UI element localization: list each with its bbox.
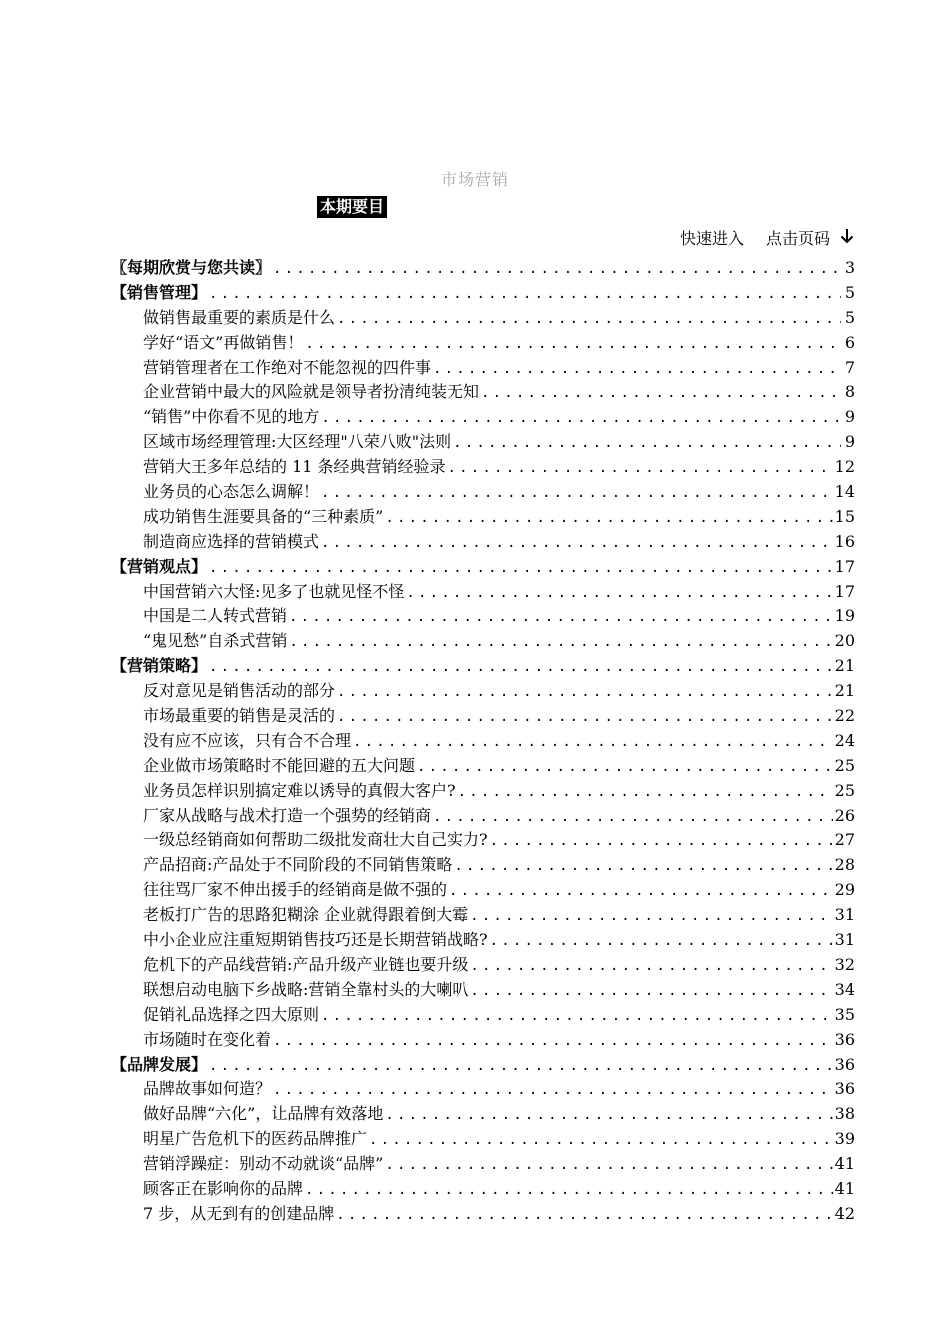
toc-entry-title[interactable]: 老板打广告的思路犯糊涂 企业就得跟着倒大霉 [143, 905, 469, 925]
toc-entry-row[interactable] [111, 1003, 855, 1028]
toc-entry-row[interactable] [111, 1152, 855, 1177]
toc-dot-leader [448, 456, 833, 481]
toc-dot-leader [470, 979, 832, 1004]
toc-section-row[interactable] [111, 256, 855, 281]
toc-dot-leader [433, 805, 833, 830]
toc-dot-leader [337, 705, 833, 730]
toc-section-row[interactable] [111, 654, 855, 679]
click-page-label: 点击页码 [765, 229, 830, 248]
toc-entry-row[interactable] [111, 1028, 855, 1053]
toc-page-number[interactable]: 39 [834, 1129, 855, 1149]
toc-dot-leader [449, 879, 833, 904]
toc-entry-title[interactable]: 一级总经销商如何帮助二级批发商壮大自己实力? [143, 830, 488, 850]
toc-entry-title[interactable]: 联想启动电脑下乡战略:营销全靠村头的大喇叭 [143, 979, 469, 999]
toc-entry-row[interactable] [111, 629, 855, 654]
quick-nav-label: 快速进入 [679, 229, 744, 248]
toc-entry-row[interactable] [111, 704, 855, 729]
toc-entry-row[interactable] [111, 1202, 855, 1227]
toc-page-number[interactable]: 27 [834, 830, 855, 850]
toc-dot-leader [321, 481, 833, 506]
toc-entry-title[interactable]: 厂家从战略与战术打造一个强势的经销商 [143, 805, 432, 825]
toc-dot-leader [273, 1029, 833, 1054]
toc-page-number[interactable]: 22 [834, 706, 855, 726]
toc-page-number[interactable]: 34 [834, 979, 855, 999]
toc-entry-title[interactable]: 中国营销六大怪:见多了也就见怪不怪 [143, 581, 405, 601]
toc-entry-title[interactable]: 没有应不应该，只有合不合理 [143, 730, 352, 750]
toc-dot-leader [209, 655, 833, 680]
toc-dot-leader [385, 506, 832, 531]
toc-entry-row[interactable] [111, 331, 855, 356]
toc-entry-title[interactable]: 顾客正在影响你的品牌 [143, 1178, 304, 1198]
toc-dot-leader [353, 730, 833, 755]
toc-dot-leader [321, 406, 841, 431]
toc-entry-row[interactable] [111, 804, 855, 829]
toc-page-number[interactable]: 36 [834, 1029, 855, 1049]
issue-contents-heading: 本期要目 [317, 196, 387, 218]
toc-dot-leader [417, 755, 833, 780]
toc-page-number[interactable]: 21 [834, 681, 855, 701]
toc-page-number[interactable]: 26 [834, 805, 855, 825]
arrow-down-icon [840, 228, 854, 250]
toc-page-number[interactable]: 41 [834, 1178, 855, 1198]
toc-entry-row[interactable] [111, 405, 855, 430]
toc-dot-leader [490, 929, 833, 954]
toc-entry-row[interactable] [111, 729, 855, 754]
toc-page-number[interactable]: 31 [834, 905, 855, 925]
toc-dot-leader [490, 829, 833, 854]
toc-page-number[interactable]: 17 [834, 556, 855, 576]
toc-page-number[interactable]: 14 [834, 482, 855, 502]
toc-entry-title[interactable]: 中国是二人转式营销 [143, 606, 288, 626]
toc-dot-leader [458, 780, 833, 805]
toc-entry-title[interactable]: 市场最重要的销售是灵活的 [143, 706, 336, 726]
toc-entry-title[interactable]: 做好品牌“六化”，让品牌有效落地 [143, 1104, 384, 1124]
toc-entry-row[interactable] [111, 978, 855, 1003]
toc-page-number[interactable]: 8 [844, 382, 855, 402]
toc-page-number[interactable]: 28 [834, 855, 855, 875]
toc-entry-title[interactable]: 中小企业应注重短期销售技巧还是长期营销战略? [143, 930, 488, 950]
toc-page-number[interactable]: 25 [834, 780, 855, 800]
toc-dot-leader [385, 1153, 832, 1178]
toc-page-number[interactable]: 36 [834, 1054, 855, 1074]
toc-entry-title[interactable]: 【营销观点】 [111, 556, 208, 576]
toc-entry-title[interactable]: 〖每期欣赏与您共读〗 [111, 258, 272, 277]
toc-entry-title[interactable]: 反对意见是销售活动的部分 [143, 681, 336, 701]
toc-entry-row[interactable] [111, 878, 855, 903]
toc-entry-row[interactable] [111, 306, 855, 331]
toc-entry-title[interactable]: 促销礼品选择之四大原则 [143, 1004, 320, 1024]
toc-page-number[interactable]: 38 [834, 1104, 855, 1124]
toc-page-number[interactable]: 16 [834, 531, 855, 551]
toc-page-number[interactable]: 15 [834, 506, 855, 526]
toc-entry-row[interactable] [111, 604, 855, 629]
toc-section-row[interactable] [111, 555, 855, 580]
toc-dot-leader [209, 1054, 833, 1079]
toc-entry-row[interactable] [111, 928, 855, 953]
toc-entry-title[interactable]: 市场随时在变化着 [143, 1029, 272, 1049]
toc-entry-row[interactable] [111, 679, 855, 704]
toc-entry-title[interactable]: 业务员的心态怎么调解！ [143, 482, 320, 502]
table-of-contents [111, 256, 855, 1227]
toc-page-number[interactable]: 12 [834, 457, 855, 477]
toc-entry-row[interactable] [111, 1077, 855, 1102]
toc-dot-leader [273, 1078, 833, 1103]
toc-page-number[interactable]: 36 [834, 1079, 855, 1099]
toc-page-number[interactable]: 35 [834, 1004, 855, 1024]
toc-entry-title[interactable]: 企业营销中最大的风险就是领导者扮清纯装无知 [143, 382, 480, 402]
toc-entry-row[interactable] [111, 380, 855, 405]
toc-entry-title[interactable]: 做销售最重要的素质是什么 [143, 307, 336, 327]
toc-entry-row[interactable] [111, 455, 855, 480]
toc-entry-title[interactable]: 品牌故事如何造？ [143, 1079, 272, 1099]
toc-entry-row[interactable] [111, 903, 855, 928]
toc-page-number[interactable]: 5 [844, 282, 855, 302]
toc-entry-title[interactable]: “鬼见愁”自杀式营销 [143, 631, 288, 651]
toc-dot-leader [321, 531, 833, 556]
toc-page-number[interactable]: 42 [834, 1203, 855, 1223]
toc-page-number[interactable]: 6 [844, 332, 855, 352]
toc-entry-title[interactable]: “销售”中你看不见的地方 [143, 407, 320, 427]
toc-entry-row[interactable] [111, 754, 855, 779]
toc-dot-leader [209, 282, 841, 307]
toc-entry-row[interactable] [111, 580, 855, 605]
toc-entry-row[interactable] [111, 430, 855, 455]
toc-entry-title[interactable]: 往往骂厂家不伸出援手的经销商是做不强的 [143, 880, 448, 900]
toc-entry-title[interactable]: 【品牌发展】 [111, 1054, 208, 1074]
toc-entry-title[interactable]: 危机下的产品线营销:产品升级产业链也要升级 [143, 954, 469, 974]
toc-dot-leader [337, 680, 833, 705]
toc-entry-title[interactable]: 业务员怎样识别搞定难以诱导的真假大客户? [143, 780, 456, 800]
toc-dot-leader [321, 1004, 833, 1029]
toc-entry-title[interactable]: 区域市场经理管理:大区经理"八荣八败"法则 [143, 432, 452, 452]
toc-entry-row[interactable] [111, 1177, 855, 1202]
toc-dot-leader [406, 581, 832, 606]
page-header-title: 市场营销 [440, 170, 509, 189]
toc-page-number[interactable]: 7 [844, 357, 855, 377]
toc-dot-leader [337, 307, 841, 332]
toc-page-number[interactable]: 21 [834, 656, 855, 676]
toc-entry-row[interactable] [111, 1102, 855, 1127]
toc-page-number[interactable]: 32 [834, 954, 855, 974]
toc-entry-title[interactable]: 营销大王多年总结的 11 条经典营销经验录 [143, 457, 446, 477]
toc-entry-title[interactable]: 成功销售生涯要具备的“三种素质” [143, 506, 384, 526]
toc-entry-row[interactable] [111, 530, 855, 555]
toc-page-number[interactable]: 17 [834, 581, 855, 601]
toc-dot-leader [369, 1128, 833, 1153]
toc-dot-leader [289, 605, 833, 630]
toc-entry-title[interactable]: 【销售管理】 [111, 282, 208, 302]
toc-page-number[interactable]: 24 [834, 730, 855, 750]
toc-page-number[interactable]: 20 [834, 631, 855, 651]
toc-dot-leader [289, 630, 832, 655]
toc-entry-title[interactable]: 企业做市场策略时不能回避的五大问题 [143, 755, 416, 775]
toc-dot-leader [305, 332, 841, 357]
toc-dot-leader [481, 381, 841, 406]
toc-dot-leader [454, 854, 832, 879]
toc-page-number[interactable]: 29 [834, 880, 855, 900]
toc-entry-row[interactable] [111, 505, 855, 530]
toc-page-number[interactable]: 9 [844, 407, 855, 427]
toc-entry-row[interactable] [111, 356, 855, 381]
toc-entry-title[interactable]: 明星广告危机下的医药品牌推广 [143, 1129, 368, 1149]
toc-dot-leader [385, 1103, 832, 1128]
toc-dot-leader [305, 1178, 833, 1203]
toc-dot-leader [470, 954, 832, 979]
toc-section-row[interactable] [111, 281, 855, 306]
toc-dot-leader [453, 431, 841, 456]
toc-entry-row[interactable] [111, 853, 855, 878]
toc-entry-row[interactable] [111, 1127, 855, 1152]
quick-nav [680, 228, 854, 250]
toc-entry-title[interactable]: 营销浮躁症：别动不动就谈“品牌” [143, 1154, 384, 1174]
toc-dot-leader [470, 904, 833, 929]
toc-entry-title[interactable]: 营销管理者在工作绝对不能忽视的四件事 [143, 357, 432, 377]
toc-entry-row[interactable] [111, 828, 855, 853]
toc-page-number[interactable]: 9 [844, 432, 855, 452]
toc-dot-leader [336, 1203, 832, 1228]
toc-entry-title[interactable]: 【营销策略】 [111, 656, 208, 676]
toc-entry-title[interactable]: 7 步，从无到有的创建品牌 [143, 1203, 335, 1223]
toc-page-number[interactable]: 25 [834, 755, 855, 775]
toc-page-number[interactable]: 3 [844, 258, 855, 277]
toc-entry-title[interactable]: 产品招商:产品处于不同阶段的不同销售策略 [143, 855, 453, 875]
toc-section-row[interactable] [111, 1053, 855, 1078]
toc-entry-row[interactable] [111, 779, 855, 804]
toc-entry-title[interactable]: 制造商应选择的营销模式 [143, 531, 320, 551]
toc-dot-leader [273, 257, 841, 282]
toc-entry-title[interactable]: 学好“语文”再做销售！ [143, 332, 304, 352]
toc-page-number[interactable]: 41 [834, 1154, 855, 1174]
toc-entry-row[interactable] [111, 953, 855, 978]
toc-entry-row[interactable] [111, 480, 855, 505]
toc-dot-leader [209, 556, 833, 581]
toc-page-number[interactable]: 31 [834, 930, 855, 950]
toc-dot-leader [433, 357, 841, 382]
toc-page-number[interactable]: 19 [834, 606, 855, 626]
toc-page-number[interactable]: 5 [844, 307, 855, 327]
